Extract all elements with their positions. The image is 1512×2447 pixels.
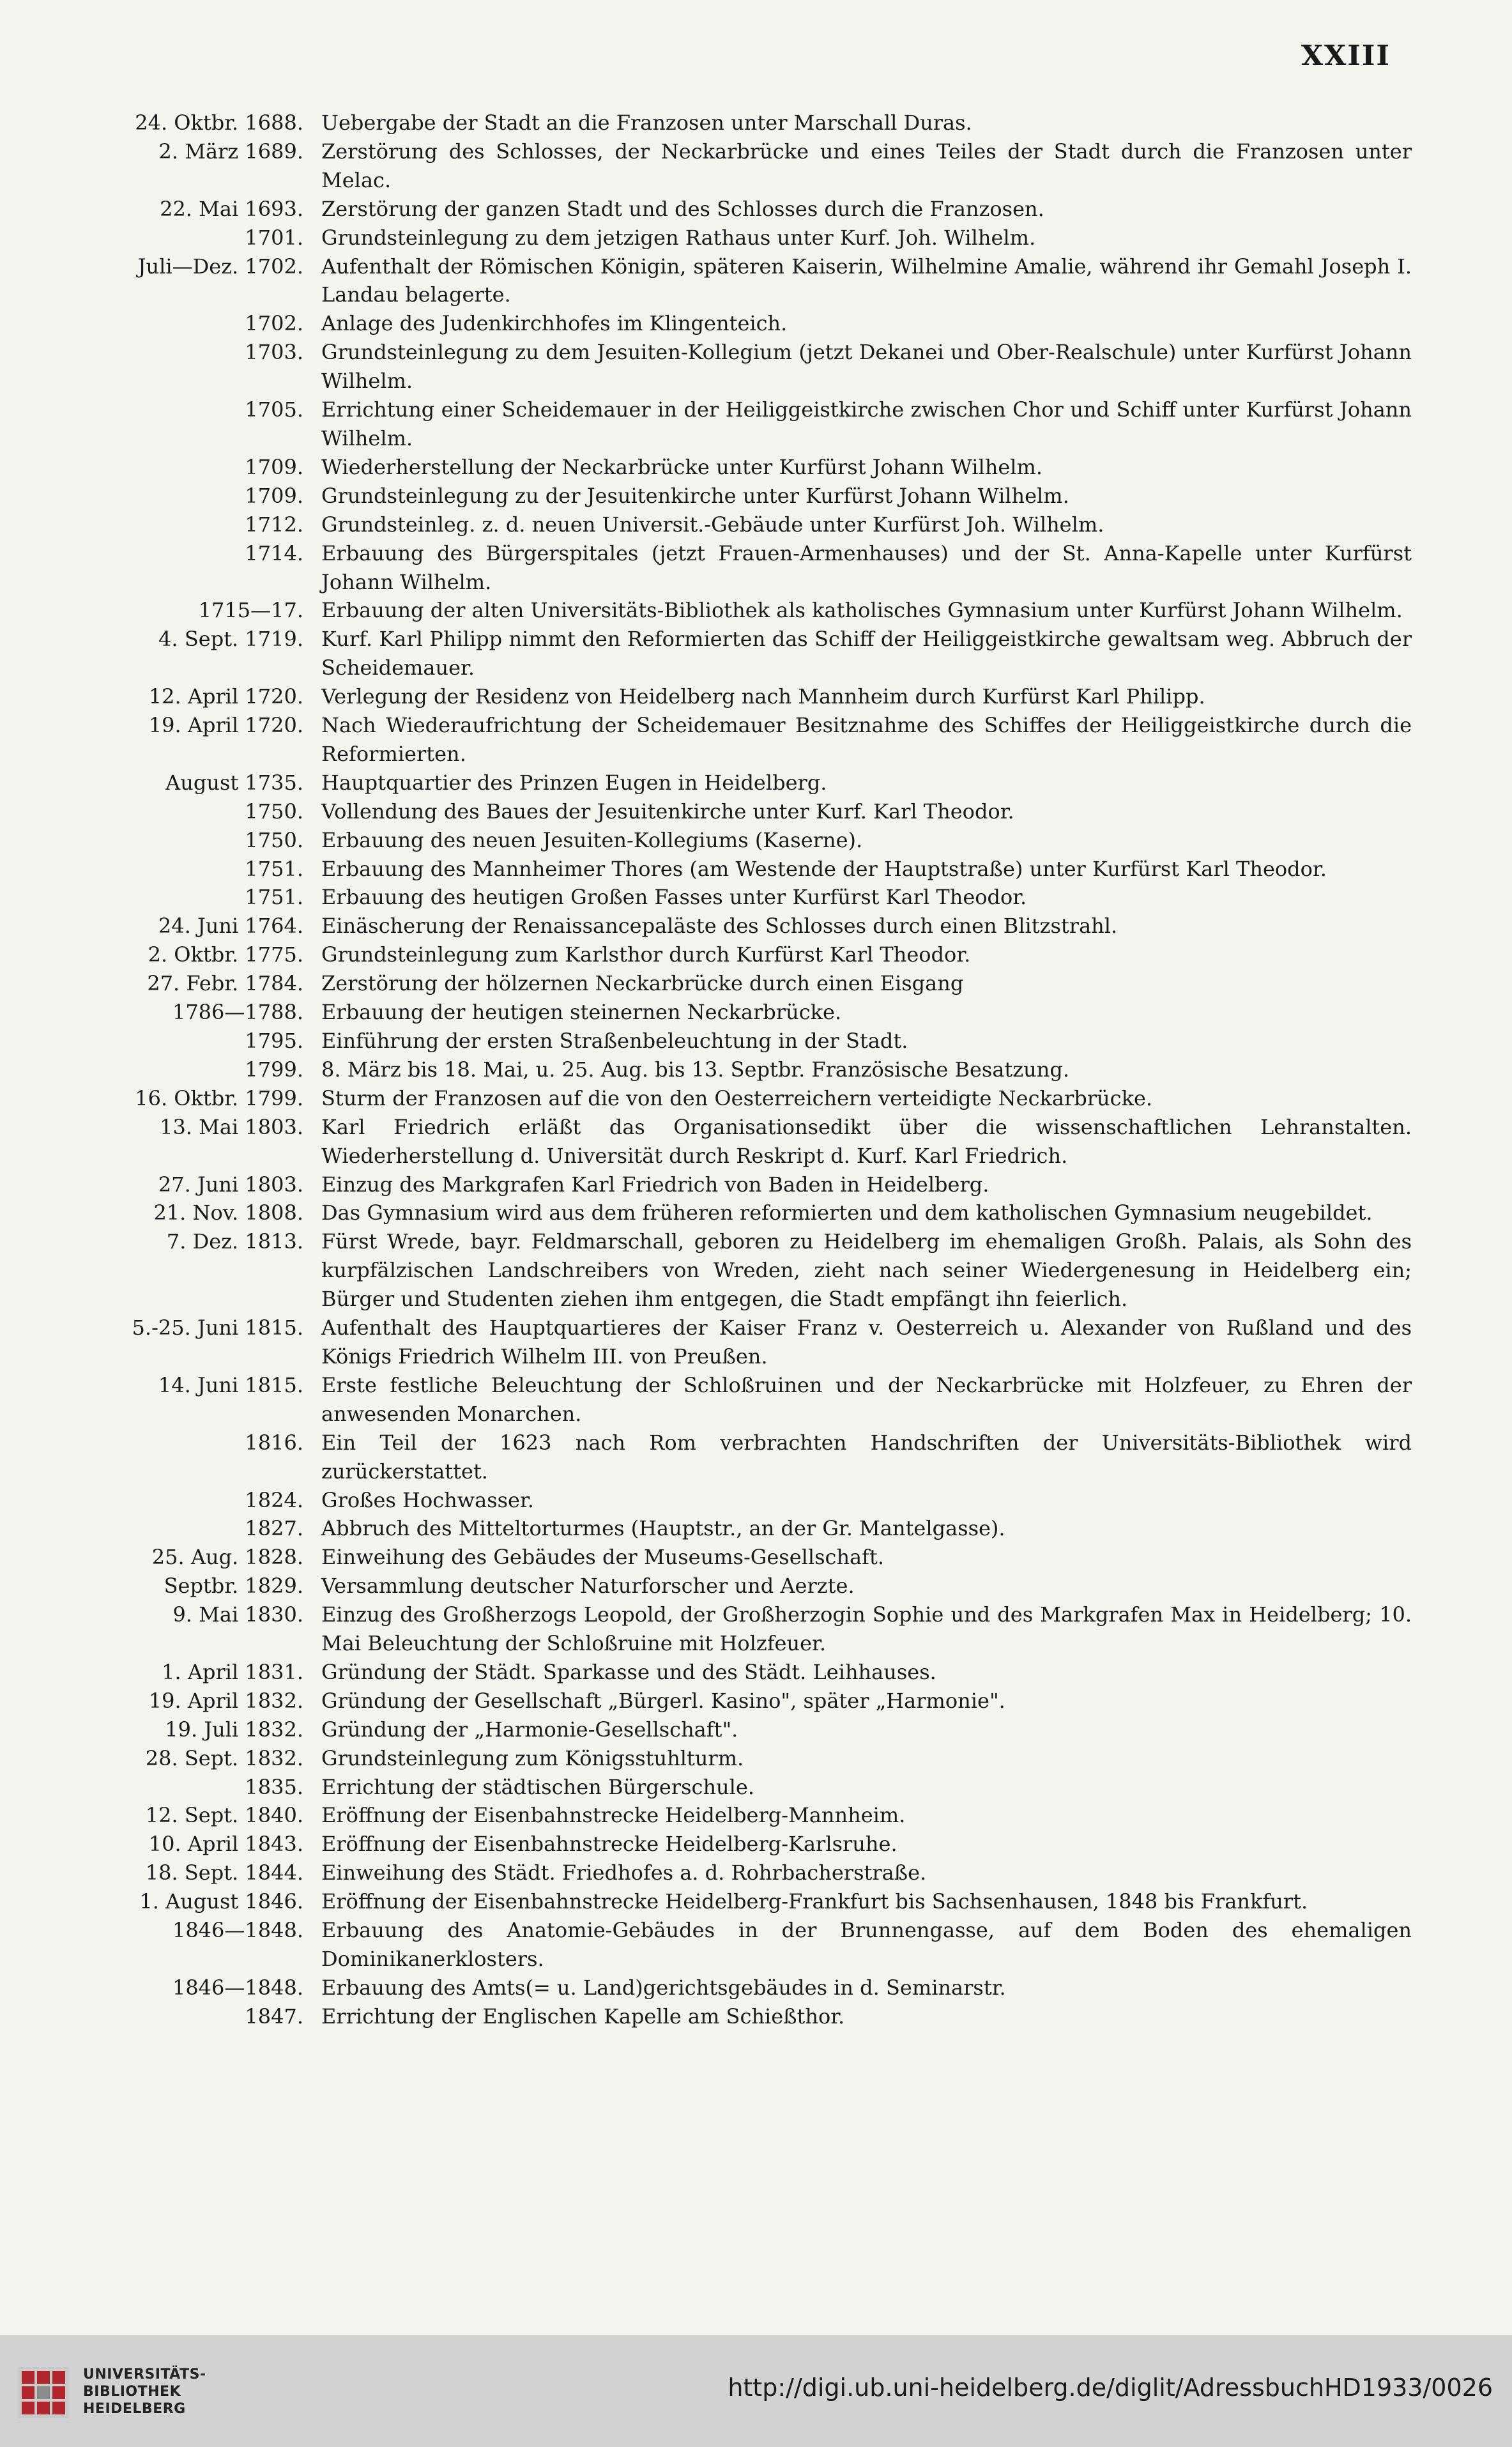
entry-date: 1835. xyxy=(245,1774,303,1799)
entry-date: 24. Juni 1764. xyxy=(158,914,303,939)
entry-date: 27. Febr. 1784. xyxy=(147,971,303,996)
chronology-entry xyxy=(83,1715,1412,1744)
chronology-entry xyxy=(83,998,1412,1027)
entry-text: Fürst Wrede, bayr. Feldmarschall, geboren zu Heidelberg im ehemaligen Großh. Palais, als Sohn des kurpfälzischen Landschreibers von Wreden, zieht nach seiner Wiedergenesung in Heidelberg ein; Bürger und Studenten ziehen ihm entgegen, die Stadt empfängt ihn feierlich. xyxy=(321,1229,1412,1312)
entry-date: 4. Sept. 1719. xyxy=(158,627,303,652)
entry-text: Aufenthalt der Römischen Königin, späteren Kaiserin, Wilhelmine Amalie, während ihr Gemahl Joseph I. Landau belagerte. xyxy=(321,254,1412,307)
entry-date: 5.-25. Juni 1815. xyxy=(132,1316,303,1340)
entry-text: Uebergabe der Stadt an die Franzosen unter Marschall Duras. xyxy=(321,111,972,135)
chronology-list xyxy=(83,109,1412,2031)
chronology-entry xyxy=(83,1801,1412,1830)
chronology-entry xyxy=(83,1514,1412,1543)
entry-date: 1. August 1846. xyxy=(139,1889,303,1914)
entry-text: Zerstörung des Schlosses, der Neckarbrücke und eines Teiles der Stadt durch die Franzosen unter Melac. xyxy=(321,139,1412,192)
entry-text: Erbauung des Anatomie-Gebäudes in der Brunnengasse, auf dem Boden des ehemaligen Dominikanerklosters. xyxy=(321,1918,1412,1971)
chronology-entry xyxy=(83,195,1412,224)
entry-date: 21. Nov. 1808. xyxy=(153,1200,303,1225)
entry-date: 1705. xyxy=(245,397,303,422)
entry-text: Verlegung der Residenz von Heidelberg nach Mannheim durch Kurfürst Karl Philipp. xyxy=(321,684,1205,709)
chronology-entry xyxy=(83,1055,1412,1084)
entry-date: 19. April 1832. xyxy=(148,1688,303,1713)
entry-date: 1750. xyxy=(245,827,303,852)
entry-date: 10. April 1843. xyxy=(148,1832,303,1857)
entry-text: Einweihung des Städt. Friedhofes a. d. Rohrbacherstraße. xyxy=(321,1860,927,1885)
entry-text: Hauptquartier des Prinzen Eugen in Heidelberg. xyxy=(321,770,827,795)
entry-text: Abbruch des Mitteltorturmes (Hauptstr., an der Gr. Mantelgasse). xyxy=(321,1516,1005,1541)
entry-date: 1846—1848. xyxy=(172,1918,303,1943)
chronology-entry xyxy=(83,338,1412,395)
university-library-logo-icon xyxy=(17,2366,70,2420)
entry-date: 22. Mai 1693. xyxy=(160,196,303,221)
chronology-entry xyxy=(83,252,1412,310)
entry-text: Ein Teil der 1623 nach Rom verbrachten Handschriften der Universitäts-Bibliothek wird zurückerstattet. xyxy=(321,1430,1412,1484)
entry-text: Aufenthalt des Hauptquartieres der Kaiser Franz v. Oesterreich u. Alexander von Rußland und des Königs Friedrich Wilhelm III. von Preußen. xyxy=(321,1316,1412,1369)
entry-text: Sturm der Franzosen auf die von den Oesterreichern verteidigte Neckarbrücke. xyxy=(321,1085,1153,1110)
entry-date: 1702. xyxy=(245,311,303,336)
library-name-line: BIBLIOTHEK xyxy=(83,2384,181,2400)
entry-date: 2. Oktbr. 1775. xyxy=(148,942,303,967)
entry-text: Gründung der Städt. Sparkasse und des Städt. Leihhauses. xyxy=(321,1659,936,1684)
chronology-entry xyxy=(83,769,1412,797)
chronology-entry xyxy=(83,1113,1412,1170)
entry-date: 1827. xyxy=(245,1516,303,1541)
entry-text: Gründung der Gesellschaft „Bürgerl. Kasino", später „Harmonie". xyxy=(321,1688,1005,1713)
entry-text: Wiederherstellung der Neckarbrücke unter Kurfürst Johann Wilhelm. xyxy=(321,454,1043,479)
entry-text: Grundsteinlegung zu dem Jesuiten-Kollegium (jetzt Dekanei und Ober-Realschule) unter Kurfürst Johann Wilhelm. xyxy=(321,340,1412,394)
entry-text: Grundsteinlegung zum Königsstuhlturm. xyxy=(321,1745,744,1770)
library-name-line: UNIVERSITÄTS- xyxy=(83,2366,206,2382)
entry-text: Großes Hochwasser. xyxy=(321,1487,534,1512)
entry-date: 1714. xyxy=(245,541,303,565)
entry-date: 1816. xyxy=(245,1430,303,1455)
entry-date: 9. Mai 1830. xyxy=(172,1602,303,1627)
entry-text: Errichtung einer Scheidemauer in der Heiliggeistkirche zwischen Chor und Schiff unter Kurfürst Johann Wilhelm. xyxy=(321,397,1412,450)
chronology-entry xyxy=(83,1199,1412,1227)
chronology-entry xyxy=(83,1658,1412,1687)
entry-date: 27. Juni 1803. xyxy=(158,1172,303,1197)
page-number: XXIII xyxy=(1301,40,1391,72)
chronology-entry xyxy=(83,1859,1412,1887)
entry-date: 1846—1848. xyxy=(172,1975,303,2000)
entry-text: Einweihung des Gebäudes der Museums-Gesellschaft. xyxy=(321,1545,884,1570)
entry-date: 14. Juni 1815. xyxy=(158,1372,303,1397)
entry-date: 19. April 1720. xyxy=(148,713,303,738)
entry-text: 8. März bis 18. Mai, u. 25. Aug. bis 13. Septbr. Französische Besatzung. xyxy=(321,1057,1069,1082)
chronology-entry xyxy=(83,1084,1412,1113)
entry-date: August 1735. xyxy=(165,770,303,795)
library-name-line: HEIDELBERG xyxy=(83,2401,186,2417)
entry-text: Erbauung des Mannheimer Thores (am Westende der Hauptstraße) unter Kurfürst Karl Theodor. xyxy=(321,856,1327,881)
entry-date: 12. Sept. 1840. xyxy=(145,1803,303,1828)
chronology-entry xyxy=(83,826,1412,855)
chronology-entry xyxy=(83,539,1412,597)
chronology-entry xyxy=(83,1600,1412,1658)
entry-text: Karl Friedrich erläßt das Organisationsedikt über die wissenschaftlichen Lehranstalten. Wiederherstellung d. Universität durch Reskript d. Kurf. Karl Friedrich. xyxy=(321,1114,1412,1168)
chronology-entry xyxy=(83,1773,1412,1802)
entry-text: Zerstörung der ganzen Stadt und des Schlosses durch die Franzosen. xyxy=(321,196,1044,221)
entry-date: 1847. xyxy=(245,2004,303,2029)
entry-text: Grundsteinleg. z. d. neuen Universit.-Gebäude unter Kurfürst Joh. Wilhelm. xyxy=(321,512,1104,537)
entry-text: Erbauung der heutigen steinernen Neckarbrücke. xyxy=(321,1000,842,1025)
entry-date: 28. Sept. 1832. xyxy=(145,1745,303,1770)
entry-text: Eröffnung der Eisenbahnstrecke Heidelberg-Karlsruhe. xyxy=(321,1832,897,1857)
chronology-entry xyxy=(83,1974,1412,2002)
chronology-entry xyxy=(83,797,1412,826)
chronology-entry xyxy=(83,1429,1412,1486)
entry-text: Vollendung des Baues der Jesuitenkirche unter Kurf. Karl Theodor. xyxy=(321,799,1014,824)
entry-text: Eröffnung der Eisenbahnstrecke Heidelberg-Mannheim. xyxy=(321,1803,906,1828)
chronology-entry xyxy=(83,137,1412,195)
chronology-entry xyxy=(83,682,1412,711)
chronology-entry xyxy=(83,1744,1412,1773)
chronology-entry xyxy=(83,1830,1412,1859)
entry-text: Erbauung des heutigen Großen Fasses unter Kurfürst Karl Theodor. xyxy=(321,885,1027,910)
entry-date: 12. April 1720. xyxy=(148,684,303,709)
entry-text: Zerstörung der hölzernen Neckarbrücke durch einen Eisgang xyxy=(321,971,964,996)
entry-date: 16. Oktbr. 1799. xyxy=(135,1085,303,1110)
chronology-entry xyxy=(83,1486,1412,1515)
chronology-entry xyxy=(83,1887,1412,1916)
entry-date: 1703. xyxy=(245,340,303,365)
chronology-entry xyxy=(83,309,1412,338)
chronology-entry xyxy=(83,1314,1412,1371)
entry-date: 2. März 1689. xyxy=(158,139,303,164)
entry-date: Juli—Dez. 1702. xyxy=(137,254,303,279)
entry-date: 18. Sept. 1844. xyxy=(145,1860,303,1885)
entry-date: 1712. xyxy=(245,512,303,537)
entry-text: Gründung der „Harmonie-Gesellschaft". xyxy=(321,1717,738,1742)
entry-date: 1751. xyxy=(245,885,303,910)
entry-text: Einzug des Großherzogs Leopold, der Großherzogin Sophie und des Markgrafen Max in Heidelberg; 10. Mai Beleuchtung der Schloßruine mit Holzfeuer. xyxy=(321,1602,1412,1656)
chronology-entry xyxy=(83,109,1412,137)
entry-date: 25. Aug. 1828. xyxy=(151,1545,303,1570)
entry-date: 1715—17. xyxy=(198,598,303,623)
entry-text: Einäscherung der Renaissancepaläste des Schlosses durch einen Blitzstrahl. xyxy=(321,914,1118,939)
entry-text: Erbauung des neuen Jesuiten-Kollegiums (Kaserne). xyxy=(321,827,863,852)
entry-text: Einzug des Markgrafen Karl Friedrich von Baden in Heidelberg. xyxy=(321,1172,989,1197)
chronology-entry xyxy=(83,2002,1412,2031)
chronology-entry xyxy=(83,1170,1412,1199)
chronology-entry xyxy=(83,883,1412,912)
entry-text: Einführung der ersten Straßenbeleuchtung in der Stadt. xyxy=(321,1029,908,1053)
entry-date: 1750. xyxy=(245,799,303,824)
chronology-entry xyxy=(83,224,1412,252)
chronology-entry xyxy=(83,510,1412,539)
entry-text: Grundsteinlegung zu dem jetzigen Rathaus unter Kurf. Joh. Wilhelm. xyxy=(321,225,1036,250)
chronology-entry xyxy=(83,596,1412,625)
entry-date: 24. Oktbr. 1688. xyxy=(135,111,303,135)
chronology-entry xyxy=(83,453,1412,482)
entry-date: 1709. xyxy=(245,483,303,508)
chronology-entry xyxy=(83,855,1412,884)
chronology-entry xyxy=(83,1027,1412,1055)
entry-text: Grundsteinlegung zum Karlsthor durch Kurfürst Karl Theodor. xyxy=(321,942,971,967)
chronology-entry xyxy=(83,1543,1412,1572)
chronology-entry xyxy=(83,625,1412,682)
entry-date: 19. Juli 1832. xyxy=(165,1717,303,1742)
chronology-entry xyxy=(83,940,1412,969)
chronology-entry xyxy=(83,912,1412,940)
entry-date: 1751. xyxy=(245,856,303,881)
entry-date: 1795. xyxy=(245,1029,303,1053)
chronology-entry xyxy=(83,1371,1412,1429)
chronology-entry xyxy=(83,1687,1412,1715)
entry-date: 1701. xyxy=(245,225,303,250)
library-name xyxy=(83,2366,206,2418)
source-url-link[interactable]: http://digi.ub.uni-heidelberg.de/diglit/AdressbuchHD1933/0026 xyxy=(728,2374,1493,2402)
entry-text: Errichtung der städtischen Bürgerschule. xyxy=(321,1774,754,1799)
chronology-entry xyxy=(83,1916,1412,1974)
entry-text: Versammlung deutscher Naturforscher und Aerzte. xyxy=(321,1574,855,1599)
entry-text: Kurf. Karl Philipp nimmt den Reformierten das Schiff der Heiliggeistkirche gewaltsam weg. Abbruch der Scheidemauer. xyxy=(321,627,1412,680)
entry-date: 1. April 1831. xyxy=(162,1659,303,1684)
entry-text: Erbauung der alten Universitäts-Bibliothek als katholisches Gymnasium unter Kurfürst Johann Wilhelm. xyxy=(321,598,1403,623)
entry-date: 7. Dez. 1813. xyxy=(166,1229,303,1254)
entry-date: 1709. xyxy=(245,454,303,479)
entry-text: Anlage des Judenkirchhofes im Klingenteich. xyxy=(321,311,788,336)
entry-text: Grundsteinlegung zu der Jesuitenkirche unter Kurfürst Johann Wilhelm. xyxy=(321,483,1069,508)
entry-date: 1786—1788. xyxy=(172,1000,303,1025)
chronology-entry xyxy=(83,482,1412,510)
entry-text: Errichtung der Englischen Kapelle am Schießthor. xyxy=(321,2004,845,2029)
chronology-entry xyxy=(83,1227,1412,1314)
entry-date: Septbr. 1829. xyxy=(164,1574,303,1599)
entry-text: Nach Wiederaufrichtung der Scheidemauer Besitznahme des Schiffes der Heiliggeistkirche durch die Reformierten. xyxy=(321,713,1412,766)
chronology-entry xyxy=(83,969,1412,998)
entry-text: Erste festliche Beleuchtung der Schloßruinen und der Neckarbrücke mit Holzfeuer, zu Ehren der anwesenden Monarchen. xyxy=(321,1372,1412,1426)
entry-text: Das Gymnasium wird aus dem früheren reformierten und dem katholischen Gymnasium neugebildet. xyxy=(321,1200,1373,1225)
entry-date: 13. Mai 1803. xyxy=(160,1114,303,1139)
entry-date: 1799. xyxy=(245,1057,303,1082)
entry-text: Erbauung des Bürgerspitales (jetzt Frauen-Armenhauses) und der St. Anna-Kapelle unter Kurfürst Johann Wilhelm. xyxy=(321,541,1412,594)
chronology-entry xyxy=(83,1572,1412,1600)
footer-bar xyxy=(0,2335,1512,2447)
entry-date: 1824. xyxy=(245,1487,303,1512)
chronology-entry xyxy=(83,395,1412,453)
entry-text: Eröffnung der Eisenbahnstrecke Heidelberg-Frankfurt bis Sachsenhausen, 1848 bis Frankfurt. xyxy=(321,1889,1308,1914)
entry-text: Erbauung des Amts(= u. Land)gerichtsgebäudes in d. Seminarstr. xyxy=(321,1975,1006,2000)
chronology-entry xyxy=(83,711,1412,769)
